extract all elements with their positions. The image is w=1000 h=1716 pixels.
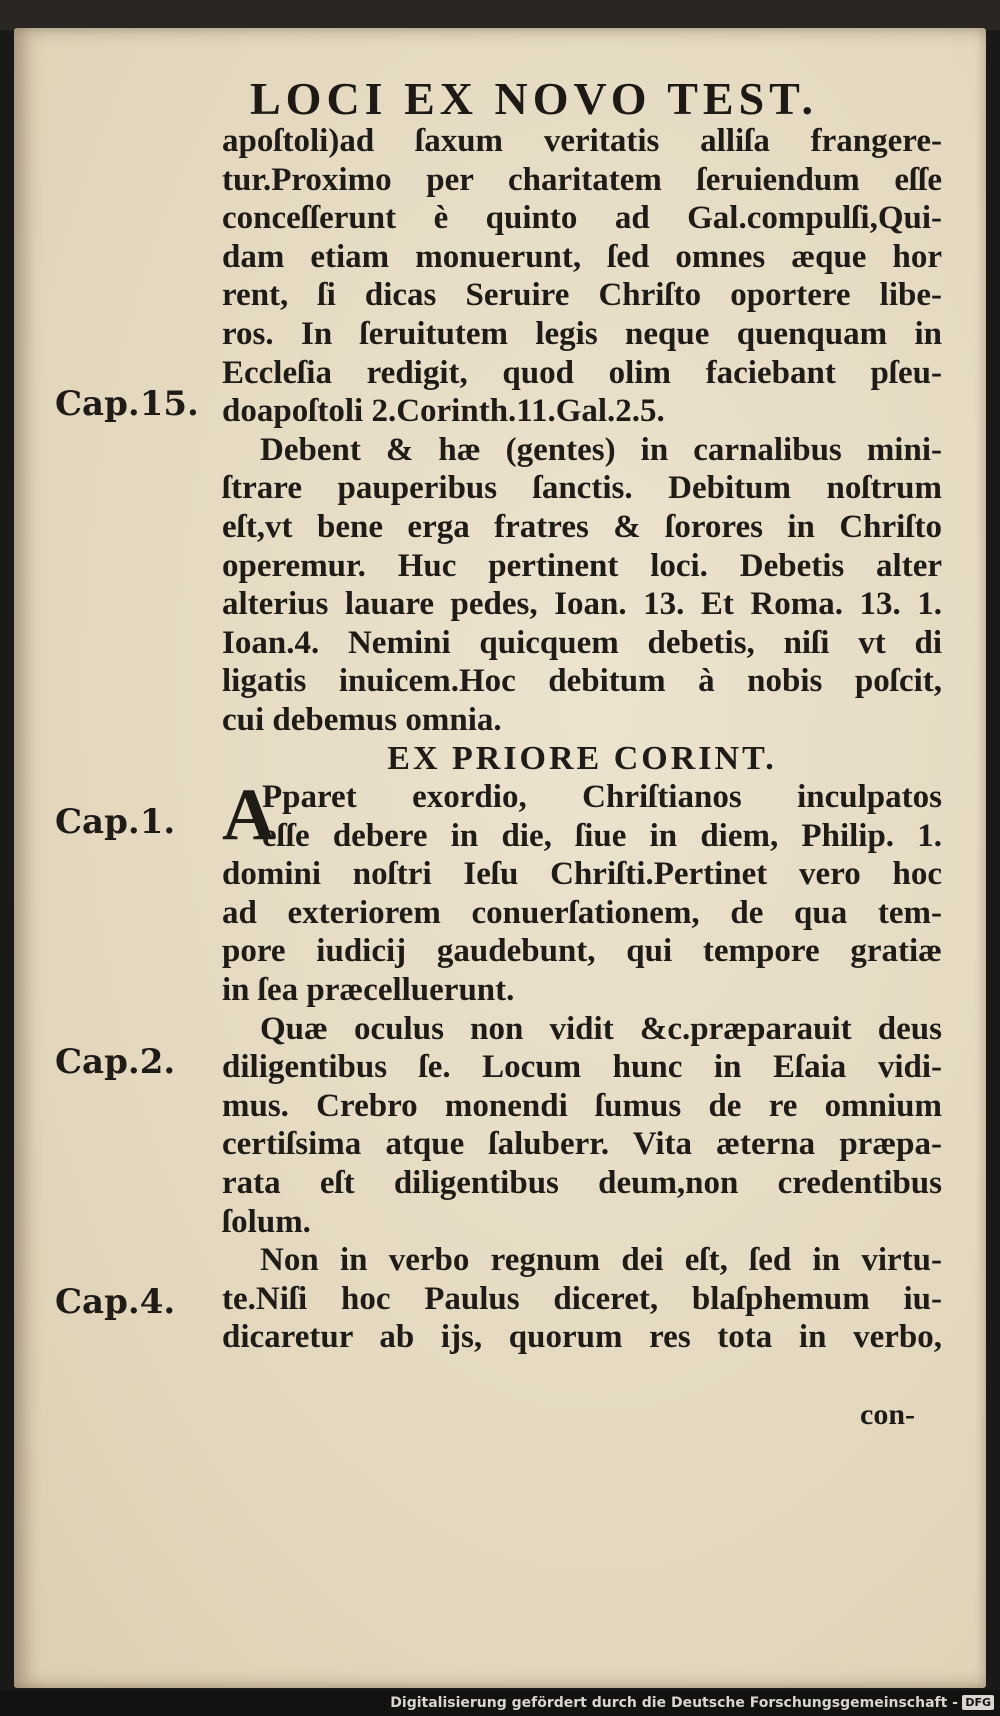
- text-line: Debent & hæ (gentes) in carnalibus mini-: [260, 431, 942, 468]
- text-line: dam etiam monuerunt, ſed omnes æque hor: [222, 238, 942, 275]
- margin-note-cap-1: Cap.1.: [55, 802, 176, 842]
- scan-background-top: [0, 0, 1000, 30]
- digitization-footer: [0, 1690, 1000, 1716]
- text-line: Pparet exordio, Chriſtianos inculpatos: [262, 779, 942, 816]
- section-heading: EX PRIORE CORINT.: [387, 739, 777, 777]
- text-line: Quæ oculus non vidit &c.præparauit deus: [260, 1010, 942, 1047]
- text-line: in ſea præcelluerunt.: [222, 972, 515, 1009]
- text-line: apoſtoli)ad ſaxum veritatis alliſa frangere-: [222, 123, 942, 159]
- text-line: mus. Crebro monendi ſumus de re omnium: [222, 1087, 942, 1124]
- margin-note-cap-15: Cap.15.: [55, 384, 199, 424]
- text-line: cui debemus omnia.: [222, 701, 502, 738]
- text-line: ad exteriorem conuerſationem, de qua tem-: [222, 894, 942, 931]
- text-line: ros. In ſeruitutem legis neque quenquam in: [222, 315, 942, 352]
- running-head: LOCI EX NOVO TEST.: [250, 73, 818, 124]
- text-line: Eccleſia redigit, quod olim faciebant pſeu-: [222, 354, 942, 391]
- text-line: diligentibus ſe. Locum hunc in Eſaia vidi-: [222, 1049, 942, 1086]
- text-line: certiſsima atque ſaluberr. Vita æterna præpa-: [222, 1126, 942, 1163]
- text-line: Non in verbo regnum dei eſt, ſed in virtu-: [260, 1242, 942, 1279]
- text-line: rent, ſi dicas Seruire Chriſto oportere libe-: [222, 277, 942, 314]
- text-line: domini noſtri Ieſu Chriſti.Pertinet vero hoc: [222, 856, 942, 893]
- text-line: pore iudicij gaudebunt, qui tempore gratiæ: [222, 933, 942, 970]
- footer-credit: Digitalisierung gefördert durch die Deutsche Forschungsgemeinschaft -: [390, 1695, 958, 1711]
- drop-cap: A: [222, 774, 276, 857]
- text-line: conceſſerunt è quinto ad Gal.compulſi,Qui-: [222, 200, 942, 237]
- text-line: dicaretur ab ijs, quorum res tota in verbo,: [222, 1319, 942, 1356]
- text-line: eſt,vt bene erga fratres & ſorores in Chriſto: [222, 508, 942, 545]
- text-line: alterius lauare pedes, Ioan. 13. Et Roma. 13. 1.: [222, 586, 942, 623]
- dfg-logo: DFG: [962, 1695, 994, 1710]
- text-line: te.Niſi hoc Paulus diceret, blaſphemum iu-: [222, 1280, 942, 1317]
- catchword: con-: [860, 1398, 915, 1431]
- margin-note-cap-4: Cap.4.: [55, 1282, 176, 1322]
- text-line: ſtrare pauperibus ſanctis. Debitum noſtrum: [222, 470, 942, 507]
- text-line: Ioan.4. Nemini quicquem debetis, niſi vt di: [222, 624, 942, 661]
- text-line: tur.Proximo per charitatem ſeruiendum eſſe: [222, 161, 942, 198]
- text-line: ligatis inuicem.Hoc debitum à nobis poſcit,: [222, 663, 942, 700]
- text-line: ſolum.: [222, 1203, 311, 1240]
- text-line: eſſe debere in die, ſiue in diem, Philip. 1.: [262, 817, 942, 854]
- text-line: rata eſt diligentibus deum,non credentibus: [222, 1165, 942, 1202]
- text-line: doapoſtoli 2.Corinth.11.Gal.2.5.: [222, 393, 665, 430]
- text-line: operemur. Huc pertinent loci. Debetis alter: [222, 547, 942, 584]
- margin-note-cap-2: Cap.2.: [55, 1042, 176, 1082]
- body-text: [222, 122, 942, 1357]
